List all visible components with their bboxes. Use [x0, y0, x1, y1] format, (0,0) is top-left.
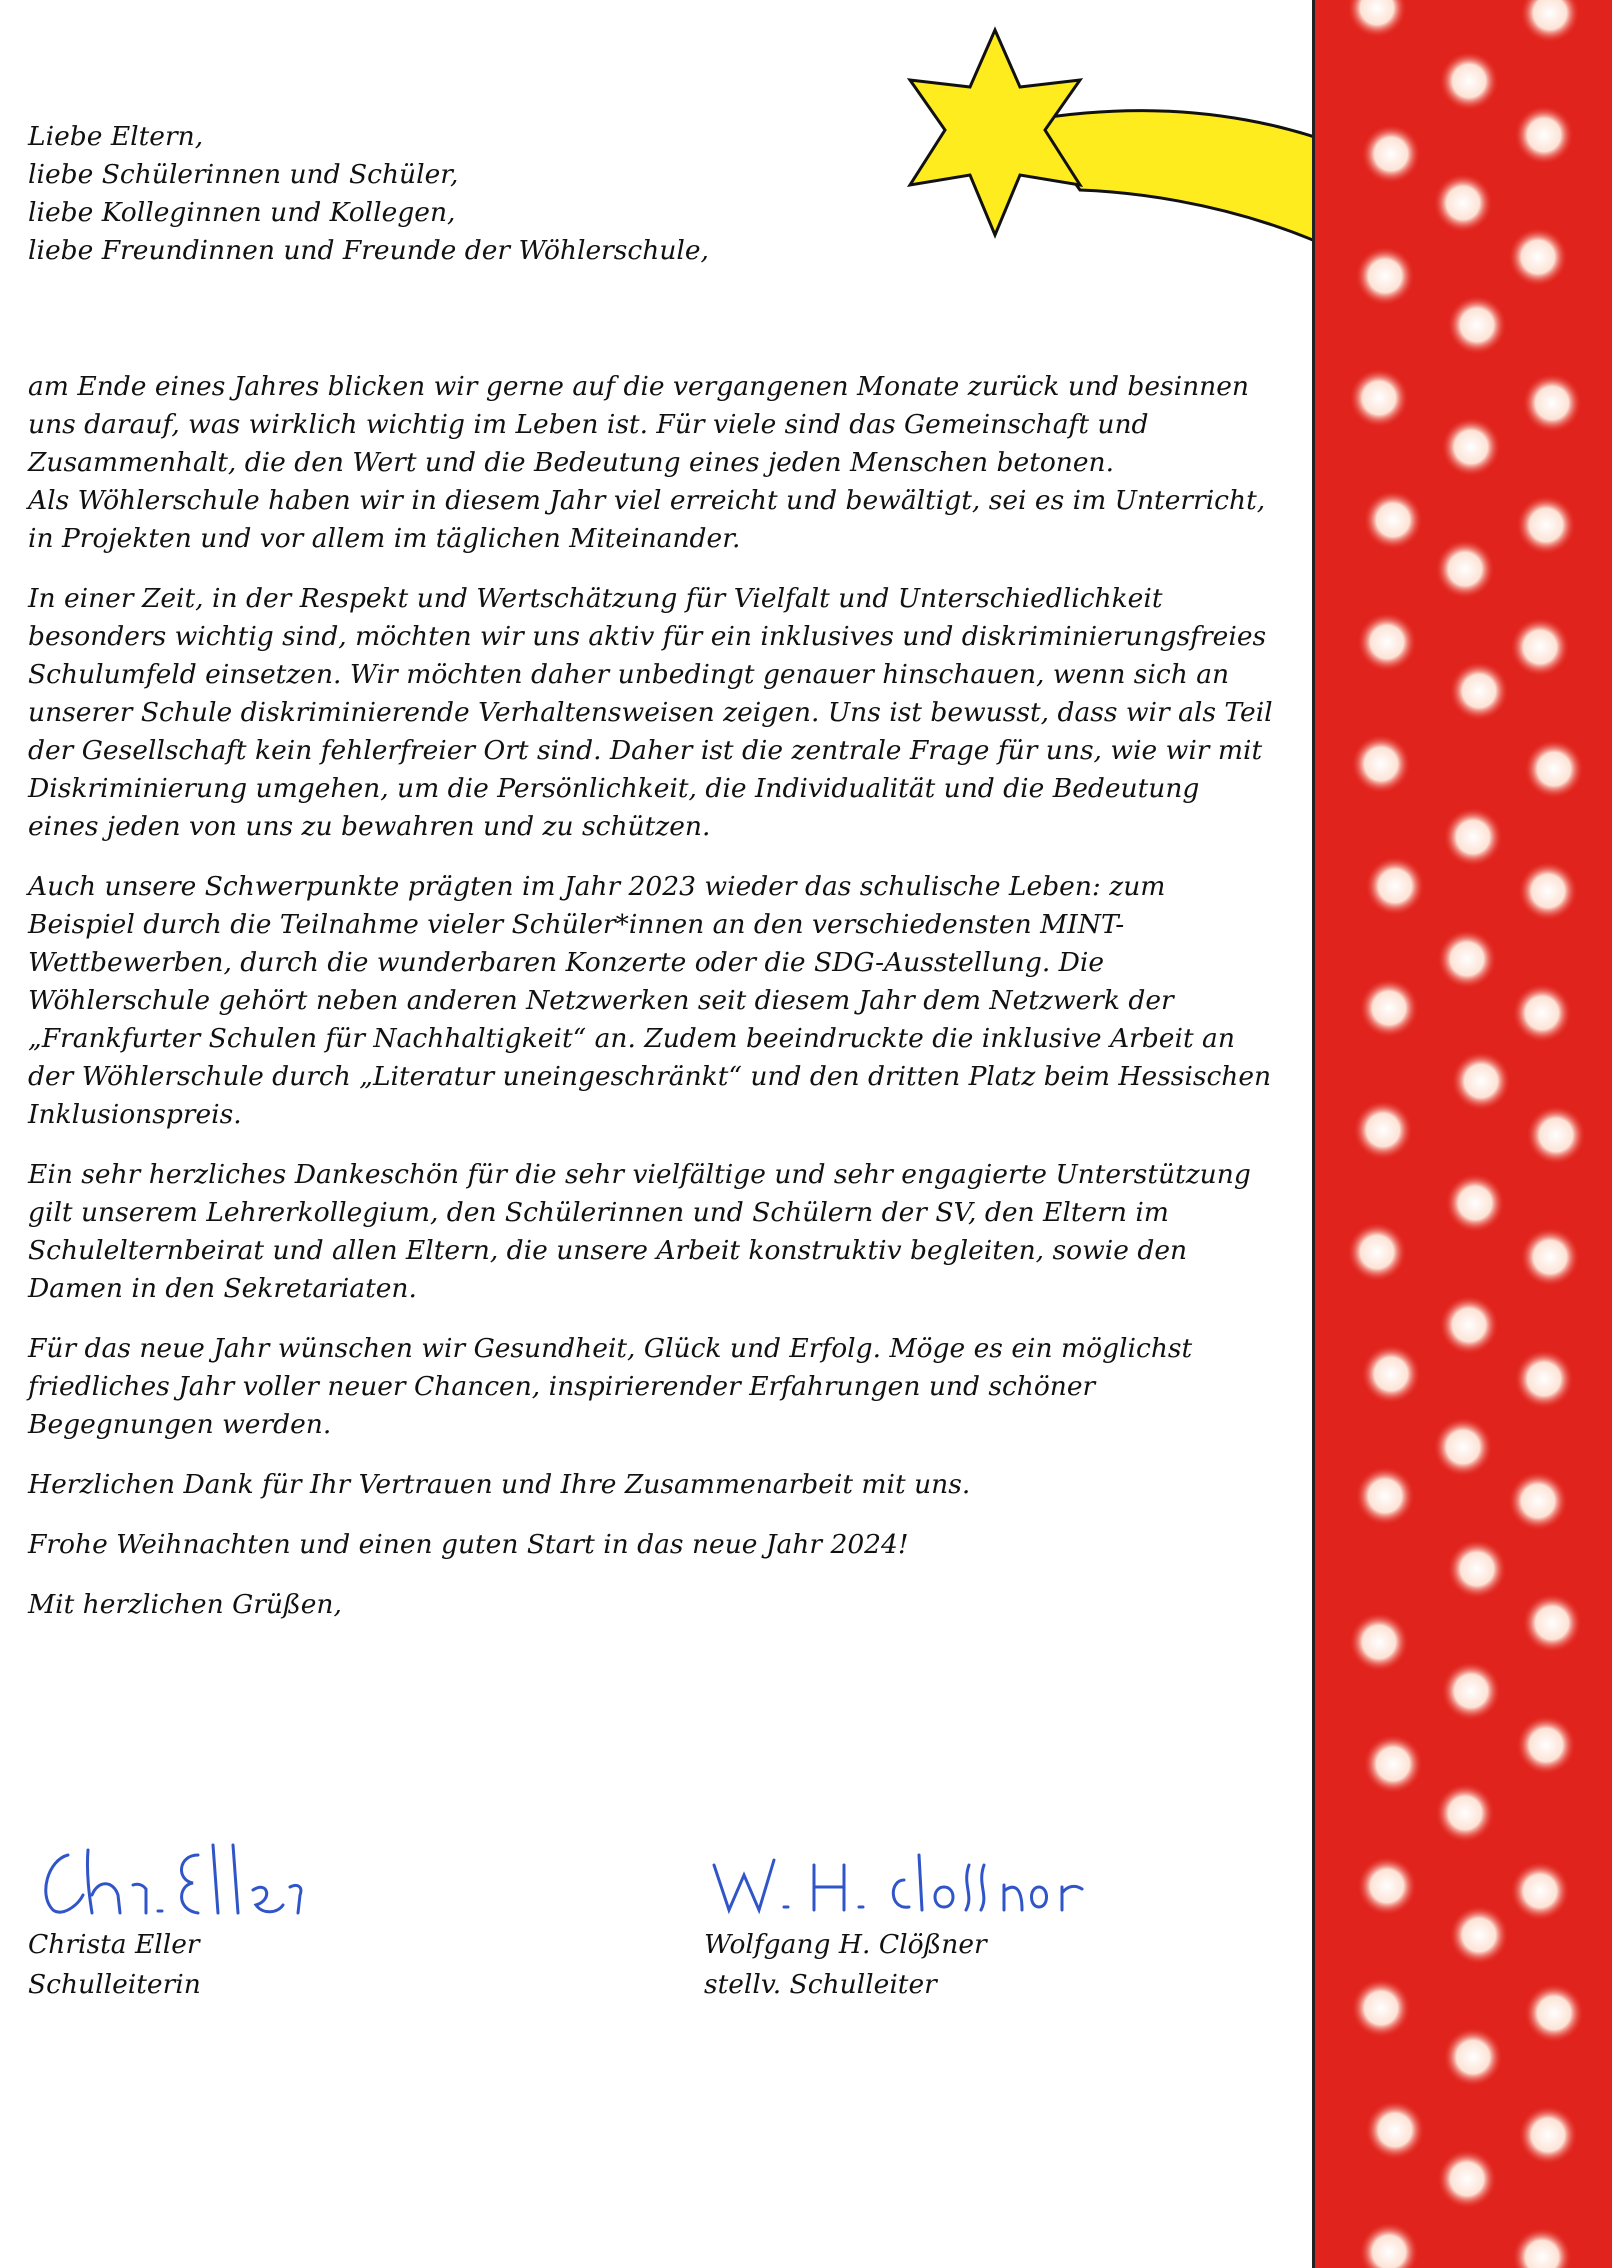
paragraph: Ein sehr herzliches Dankeschön für die sehr vielfältige und sehr engagierte Unterstützung gilt unserem Lehrerkollegium, den Schülerinnen und Schülern der SV, den Eltern im Schulelternbeirat und allen Eltern, die unsere Arbeit konstruktiv begleiten, sowie den Damen in den Sekretariaten.: [28, 1159, 1251, 1304]
ribbon-dot: [1516, 1715, 1576, 1775]
ribbon-dot: [1347, 1222, 1407, 1282]
ribbon-dot: [1443, 807, 1503, 867]
ribbon-dot: [1514, 1349, 1574, 1409]
paragraph: Als Wöhlerschule haben wir in diesem Jahr viel erreicht und bewältigt, sei es im Unterricht, in Projekten und vor allem im täglichen Miteinander.: [28, 485, 1266, 554]
signer-role: Schulleiterin: [28, 1969, 201, 2000]
ribbon-dot: [1443, 2027, 1503, 2087]
ribbon-dot: [1435, 539, 1495, 599]
salutation-line: liebe Freundinnen und Freunde der Wöhlerschule,: [28, 235, 709, 266]
handwritten-signature-icon: [704, 1825, 1104, 1925]
ribbon-dot: [1510, 1861, 1570, 1921]
ribbon-dot: [1449, 661, 1509, 721]
signer-name: Christa Eller: [28, 1929, 200, 1960]
ribbon-dot: [1447, 1539, 1507, 1599]
ribbon-dot: [1359, 978, 1419, 1038]
ribbon-dot: [1365, 856, 1425, 916]
ribbon-dot: [1518, 861, 1578, 921]
ribbon-dot: [1435, 1783, 1495, 1843]
ribbon-dot: [1447, 295, 1507, 355]
ribbon-dot: [1524, 1983, 1584, 2043]
handwritten-signature-icon: [28, 1825, 368, 1925]
ribbon-dot: [1439, 1295, 1499, 1355]
ribbon-dot: [1510, 617, 1570, 677]
signature-block-principal: [28, 1925, 201, 2005]
ribbon-dot: [1520, 1227, 1580, 1287]
paragraph: Auch unsere Schwerpunkte prägten im Jahr 2023 wieder das schulische Leben: zum Beispiel durch die Teilnahme vieler Schüler*innen an den verschiedensten MINT-Wettbewerben, durch die wunderbaren Konzerte oder die SDG-Ausstellung. Die Wöhlerschule gehört neben anderen Netzwerken seit diesem Jahr dem Netzwerk der „Frankfurter Schulen für Nachhaltigkeit“ an. Zudem beeindruckte die inklusive Arbeit an der Wöhlerschule durch „Literatur uneingeschränkt“ und den dritten Platz beim Hessischen Inklusionspreis.: [28, 871, 1272, 1130]
paragraph: am Ende eines Jahres blicken wir gerne auf die vergangenen Monate zurück und besinnen uns darauf, was wirklich wichtig im Leben ist. Für viele sind das Gemeinschaft und Zusammenhalt, die den Wert und die Bedeutung eines jeden Menschen betonen.: [28, 371, 1249, 478]
closing: Mit herzlichen Grüßen,: [28, 1589, 342, 1620]
salutation-line: Liebe Eltern,: [28, 121, 204, 152]
paragraph: Für das neue Jahr wünschen wir Gesundheit, Glück und Erfolg. Möge es ein möglichst friedliches Jahr voller neuer Chancen, inspirierender Erfahrungen und schöner Begegnungen werden.: [28, 1333, 1193, 1440]
salutation-line: liebe Schülerinnen und Schüler,: [28, 159, 459, 190]
ribbon-dot: [1437, 2149, 1497, 2209]
ribbon-dot: [1514, 105, 1574, 165]
ribbon-dot: [1512, 983, 1572, 1043]
salutation-line: liebe Kolleginnen und Kollegen,: [28, 197, 456, 228]
ribbon-dot: [1357, 612, 1417, 672]
signer-name: Wolfgang H. Clößner: [704, 1929, 987, 1960]
ribbon-dot: [1441, 1661, 1501, 1721]
ribbon-dot: [1516, 495, 1576, 555]
signature-block-deputy: [704, 1925, 987, 2005]
ribbon-dot: [1349, 368, 1409, 428]
paragraph: In einer Zeit, in der Respekt und Wertschätzung für Vielfalt und Unterschiedlichkeit besonders wichtig sind, möchten wir uns aktiv für ein inklusives und diskriminierungsfreies Schulumfeld einsetzen. Wir möchten daher unbedingt genauer hinschauen, wenn sich an unserer Schule diskriminierende Verhaltensweisen zeigen. Uns ist bewusst, dass wir als Teil der Gesellschaft kein fehlerfreier Ort sind. Daher ist die zentrale Frage für uns, wie wir mit Diskriminierung umgehen, um die Persönlichkeit, die Individualität und die Bedeutung eines jeden von uns zu bewahren und zu schützen.: [28, 583, 1273, 842]
ribbon-dot: [1508, 1471, 1568, 1531]
ribbon-dot: [1361, 1344, 1421, 1404]
ribbon-dot: [1437, 929, 1497, 989]
ribbon-dot: [1363, 490, 1423, 550]
paragraph: Herzlichen Dank für Ihr Vertrauen und Ihre Zusammenarbeit mit uns.: [28, 1469, 971, 1500]
red-ribbon-decoration: [1312, 0, 1612, 2268]
ribbon-dot: [1522, 1593, 1582, 1653]
ribbon-dot: [1526, 1105, 1586, 1165]
ribbon-dot: [1439, 51, 1499, 111]
ribbon-dot: [1522, 373, 1582, 433]
ribbon-dot: [1357, 1856, 1417, 1916]
ribbon-dot: [1441, 417, 1501, 477]
salutation: [28, 118, 1278, 270]
ribbon-dot: [1363, 1734, 1423, 1794]
signer-role: stellv. Schulleiter: [704, 1969, 937, 2000]
ribbon-dot: [1355, 246, 1415, 306]
ribbon-dot: [1449, 1905, 1509, 1965]
ribbon-dot: [1365, 2100, 1425, 2160]
ribbon-dot: [1353, 1100, 1413, 1160]
ribbon-dot: [1518, 2105, 1578, 2165]
ribbon-dot: [1524, 739, 1584, 799]
ribbon-dot: [1351, 1978, 1411, 2038]
ribbon-dot: [1361, 124, 1421, 184]
paragraph: Frohe Weihnachten und einen guten Start in das neue Jahr 2024!: [28, 1529, 909, 1560]
ribbon-dot: [1355, 1466, 1415, 1526]
ribbon-dot: [1445, 1173, 1505, 1233]
letter-body: [28, 118, 1278, 1624]
ribbon-dot: [1349, 1612, 1409, 1672]
ribbon-dot: [1508, 227, 1568, 287]
ribbon-dot: [1451, 1051, 1511, 1111]
ribbon-dot: [1433, 173, 1493, 233]
ribbon-dot: [1433, 1417, 1493, 1477]
ribbon-dot: [1351, 734, 1411, 794]
